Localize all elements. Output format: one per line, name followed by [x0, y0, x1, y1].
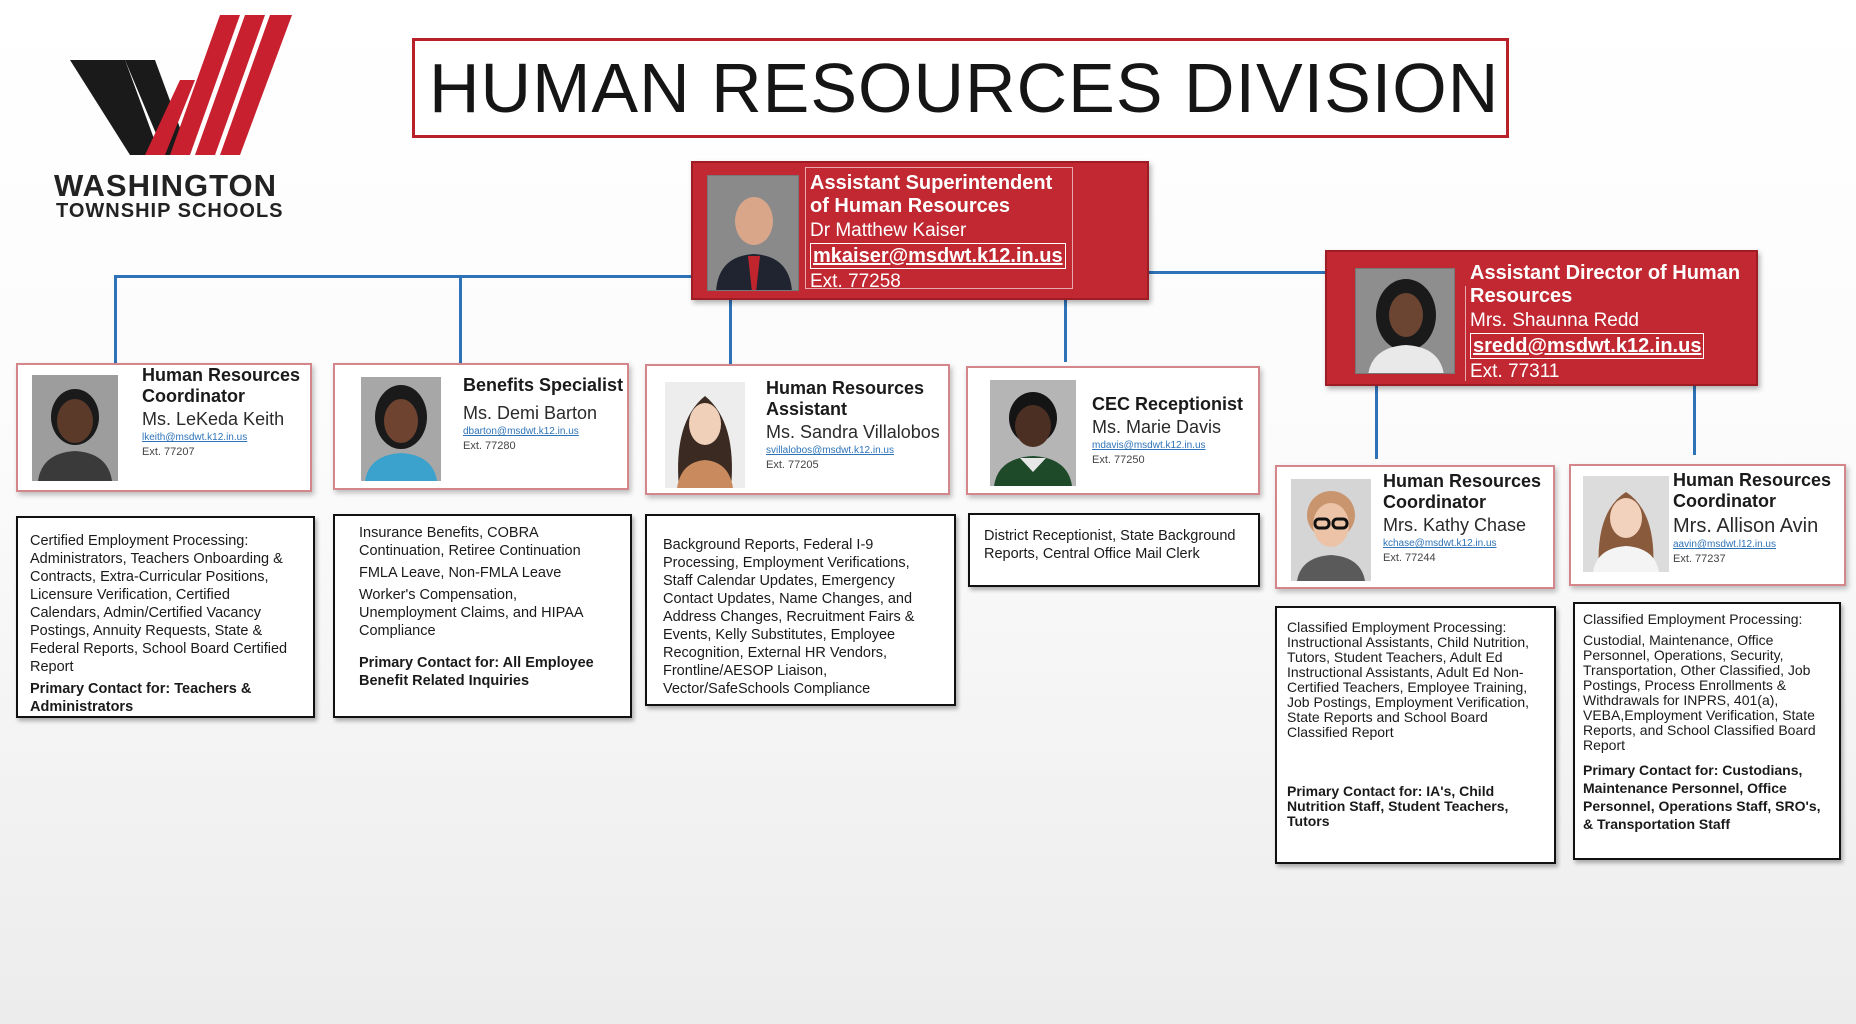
duty-text: Classified Employment Processing: Instructional Assistants, Child Nutrition, Tutors, Student Teachers, Adult Ed Instructional Assistants, Adult Ed Non-Certified Teachers, Employee Training, Job Postings, Employment Verification, State Reports and School Board Classified Report: [1287, 619, 1530, 740]
connector-line: [1693, 386, 1696, 455]
staff-card-davis: [966, 366, 1260, 495]
primary-contact: Primary Contact for: Custodians, Maintenance Personnel, Office Personnel, Operations Staff, SRO's, & Transportation Staff: [1583, 762, 1821, 832]
director-card: [1325, 250, 1758, 386]
duty-box-avin: [1573, 602, 1841, 860]
duty-text: Classified Employment Processing:: [1583, 611, 1803, 627]
staff-title: Human Resources Coordinator: [1673, 470, 1832, 511]
connector-line: [114, 275, 117, 363]
staff-ext: Ext. 77205: [766, 459, 819, 471]
staff-ext: Ext. 77280: [463, 440, 516, 452]
staff-info: [1673, 470, 1845, 565]
connector-line: [729, 300, 732, 364]
staff-ext: Ext. 77244: [1383, 552, 1436, 564]
staff-info: [463, 375, 625, 452]
superintendent-name: Dr Matthew Kaiser: [810, 220, 967, 241]
duty-text: FMLA Leave, Non-FMLA Leave: [359, 565, 562, 581]
person-photo-icon: [1356, 269, 1455, 374]
staff-email-link[interactable]: svillalobos@msdwt.k12.in.us: [766, 445, 894, 456]
staff-photo: [1583, 476, 1669, 572]
staff-ext: Ext. 77250: [1092, 454, 1145, 466]
person-photo-icon: [990, 380, 1076, 486]
connector-line: [114, 275, 691, 278]
wt-logo-mark-icon: [70, 10, 310, 160]
staff-name: Mrs. Allison Avin: [1673, 515, 1819, 537]
duty-box-barton: [333, 514, 632, 718]
duty-text: Worker's Compensation, Unemployment Claims, and HIPAA Compliance: [359, 587, 583, 639]
staff-ext: Ext. 77207: [142, 446, 195, 458]
duty-text: District Receptionist, State Background Reports, Central Office Mail Clerk: [984, 528, 1236, 562]
staff-card-villalobos: [645, 364, 950, 495]
duty-box-villalobos: [645, 514, 956, 706]
staff-email-link[interactable]: mdavis@msdwt.k12.in.us: [1092, 440, 1206, 451]
superintendent-photo: [707, 175, 799, 291]
primary-contact: Primary Contact for: Teachers & Administrators: [30, 681, 252, 715]
superintendent-info: [805, 167, 1073, 292]
staff-name: Mrs. Kathy Chase: [1383, 515, 1527, 535]
page-title: HUMAN RESOURCES DIVISION: [429, 49, 1500, 127]
staff-email-link[interactable]: lkeith@msdwt.k12.in.us: [142, 432, 248, 443]
staff-ext: Ext. 77237: [1673, 553, 1726, 565]
staff-title: Human Resources Assistant: [766, 378, 925, 419]
logo-text-line1: WASHINGTON: [54, 168, 277, 203]
staff-info: [1383, 471, 1553, 564]
director-name: Mrs. Shaunna Redd: [1470, 310, 1639, 331]
superintendent-title: Assistant Superintendent of Human Resources: [810, 172, 1053, 217]
staff-photo: [1291, 479, 1371, 581]
connector-line: [1064, 300, 1067, 362]
director-ext: Ext. 77311: [1470, 361, 1560, 382]
staff-photo: [361, 377, 441, 481]
staff-photo: [990, 380, 1076, 486]
staff-email-link[interactable]: aavin@msdwt.l12.in.us: [1673, 539, 1776, 550]
staff-photo: [665, 382, 745, 488]
staff-email-link[interactable]: dbarton@msdwt.k12.in.us: [463, 426, 579, 437]
superintendent-card: [691, 161, 1149, 300]
person-photo-icon: [1583, 476, 1669, 572]
superintendent-ext: Ext. 77258: [810, 271, 901, 292]
director-info: [1465, 262, 1755, 382]
staff-info: [1092, 394, 1258, 466]
person-photo-icon: [32, 375, 118, 481]
person-photo-icon: [1291, 479, 1371, 581]
primary-contact: Primary Contact for: All Employee Benefit Related Inquiries: [359, 655, 594, 689]
director-email-link[interactable]: sredd@msdwt.k12.in.us: [1470, 333, 1704, 359]
staff-email-link[interactable]: kchase@msdwt.k12.in.us: [1383, 538, 1497, 549]
duty-box-chase: [1275, 606, 1556, 864]
staff-info: [142, 365, 308, 458]
duty-text: Background Reports, Federal I-9 Processing, Employment Verifications, Staff Calendar Updates, Emergency Contact Updates, Name Changes, and Address Changes, Recruitment Fairs & Events, Kelly Substitutes, Employee Recognition, External HR Vendors, Frontline/AESOP Liaison, Vector/SafeSchools Compliance: [663, 537, 915, 697]
staff-title: Human Resources Coordinator: [1383, 471, 1542, 512]
connector-line: [459, 275, 462, 363]
connector-line: [1149, 271, 1325, 274]
director-photo: [1355, 268, 1455, 374]
connector-line: [1375, 386, 1378, 459]
staff-title: CEC Receptionist: [1092, 394, 1244, 414]
person-photo-icon: [708, 176, 799, 291]
page-title-box: [412, 38, 1509, 138]
staff-card-avin: [1569, 464, 1846, 586]
staff-name: Ms. Demi Barton: [463, 403, 598, 423]
duty-box-davis: [968, 513, 1260, 587]
superintendent-email-link[interactable]: mkaiser@msdwt.k12.in.us: [810, 243, 1066, 269]
duty-text: Certified Employment Processing: Administrators, Teachers Onboarding & Contracts, Extra-Curricular Positions, Licensure Verification, Certified Calendars, Admin/Certified Vacancy Postings, Annuity Requests, State & Federal Reports, School Board Certified Report: [30, 533, 288, 675]
staff-card-chase: [1275, 465, 1555, 589]
director-title: Assistant Director of Human Resources: [1470, 262, 1741, 307]
staff-name: Ms. Sandra Villalobos: [766, 422, 940, 442]
staff-photo: [32, 375, 118, 481]
logo-text-line2: TOWNSHIP SCHOOLS: [56, 200, 284, 222]
staff-title: Benefits Specialist: [463, 375, 624, 395]
staff-title: Human Resources Coordinator: [142, 365, 301, 406]
staff-info: [766, 378, 948, 471]
duty-box-keith: [16, 516, 315, 718]
staff-card-keith: [16, 363, 312, 492]
district-logo: [50, 10, 290, 222]
duty-text: Custodial, Maintenance, Office Personnel, Operations, Security, Transportation, Other Classified, Job Postings, Process Enrollments & Withdrawals for INPRS, 401(a), VEBA,Employment Verification, State Reports, and School Classified Board Report: [1583, 632, 1816, 753]
primary-contact: Primary Contact for: IA's, Child Nutrition Staff, Student Teachers, Tutors: [1287, 783, 1509, 829]
staff-card-barton: [333, 363, 629, 490]
person-photo-icon: [361, 377, 441, 481]
person-photo-icon: [665, 382, 745, 488]
staff-name: Ms. Marie Davis: [1092, 417, 1222, 437]
staff-name: Ms. LeKeda Keith: [142, 409, 285, 429]
duty-text: Insurance Benefits, COBRA Continuation, Retiree Continuation: [359, 525, 581, 559]
